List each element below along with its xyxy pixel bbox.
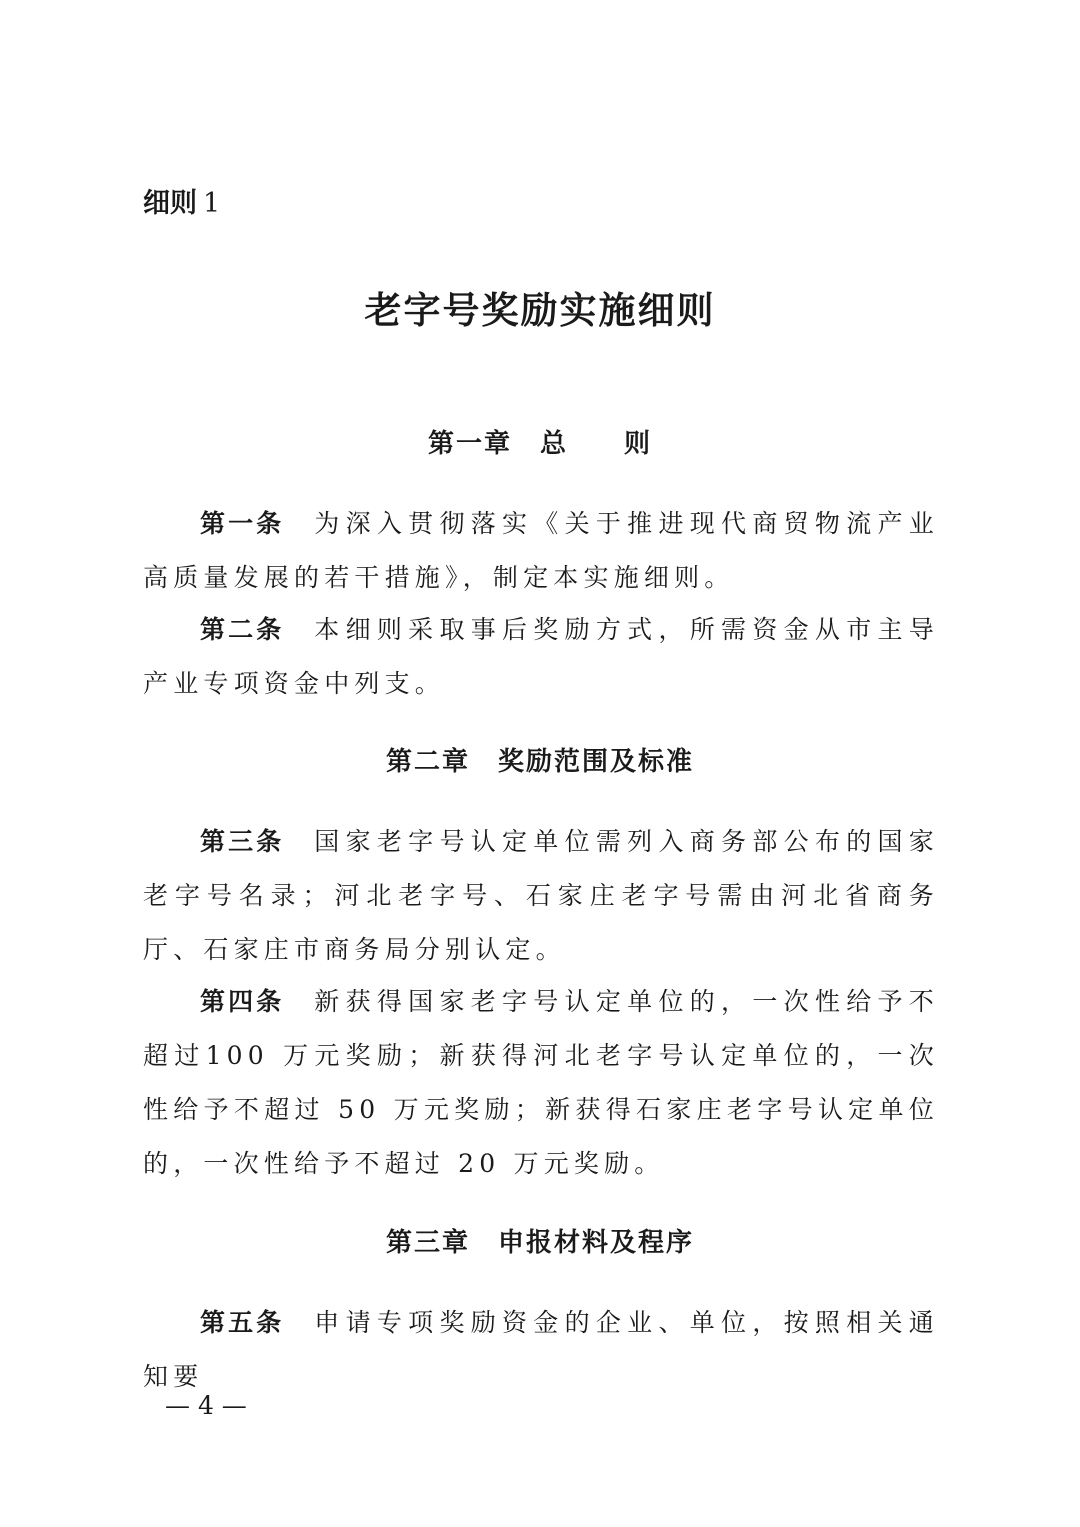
article-1-text: 为深入贯彻落实《关于推进现代商贸物流产业高质量发展的若干措施》，制定本实施细则。: [143, 509, 939, 592]
article-3: [143, 815, 939, 977]
chapter-heading-1: 第一章 总 则: [427, 429, 652, 459]
article-4-text: 新获得国家老字号认定单位的，一次性给予不超过100 万元奖励；新获得河北老字号认定单位的，一次性给予不超过 50 万元奖励；新获得石家庄老字号认定单位的，一次性给予不超过 20 万元奖励。: [143, 987, 939, 1178]
attachment-label: [143, 186, 220, 222]
article-2-text: 本细则采取事后奖励方式，所需资金从市主导产业专项资金中列支。: [143, 615, 939, 698]
attachment-label-text: 细则: [143, 188, 197, 219]
chapter-heading-3: 第三章 申报材料及程序: [385, 1228, 694, 1258]
article-3-text: 国家老字号认定单位需列入商务部公布的国家老字号名录；河北老字号、石家庄老字号需由河北省商务厅、石家庄市商务局分别认定。: [143, 827, 939, 964]
document-title: 老字号奖励实施细则: [364, 288, 716, 332]
article-1-label: 第一条: [200, 509, 285, 538]
article-4: [143, 975, 939, 1191]
article-5-label: 第五条: [200, 1308, 285, 1337]
page-number: — 4 —: [165, 1391, 247, 1420]
article-4-label: 第四条: [200, 987, 285, 1016]
article-3-label: 第三条: [200, 827, 285, 856]
article-5-text: 申请专项奖励资金的企业、单位，按照相关通知要: [143, 1308, 939, 1391]
article-2-label: 第二条: [200, 615, 285, 644]
chapter-heading-2: 第二章 奖励范围及标准: [385, 747, 694, 777]
article-5: [143, 1296, 939, 1391]
article-1: [143, 497, 939, 605]
attachment-number: 1: [203, 188, 221, 219]
article-2: [143, 603, 939, 711]
